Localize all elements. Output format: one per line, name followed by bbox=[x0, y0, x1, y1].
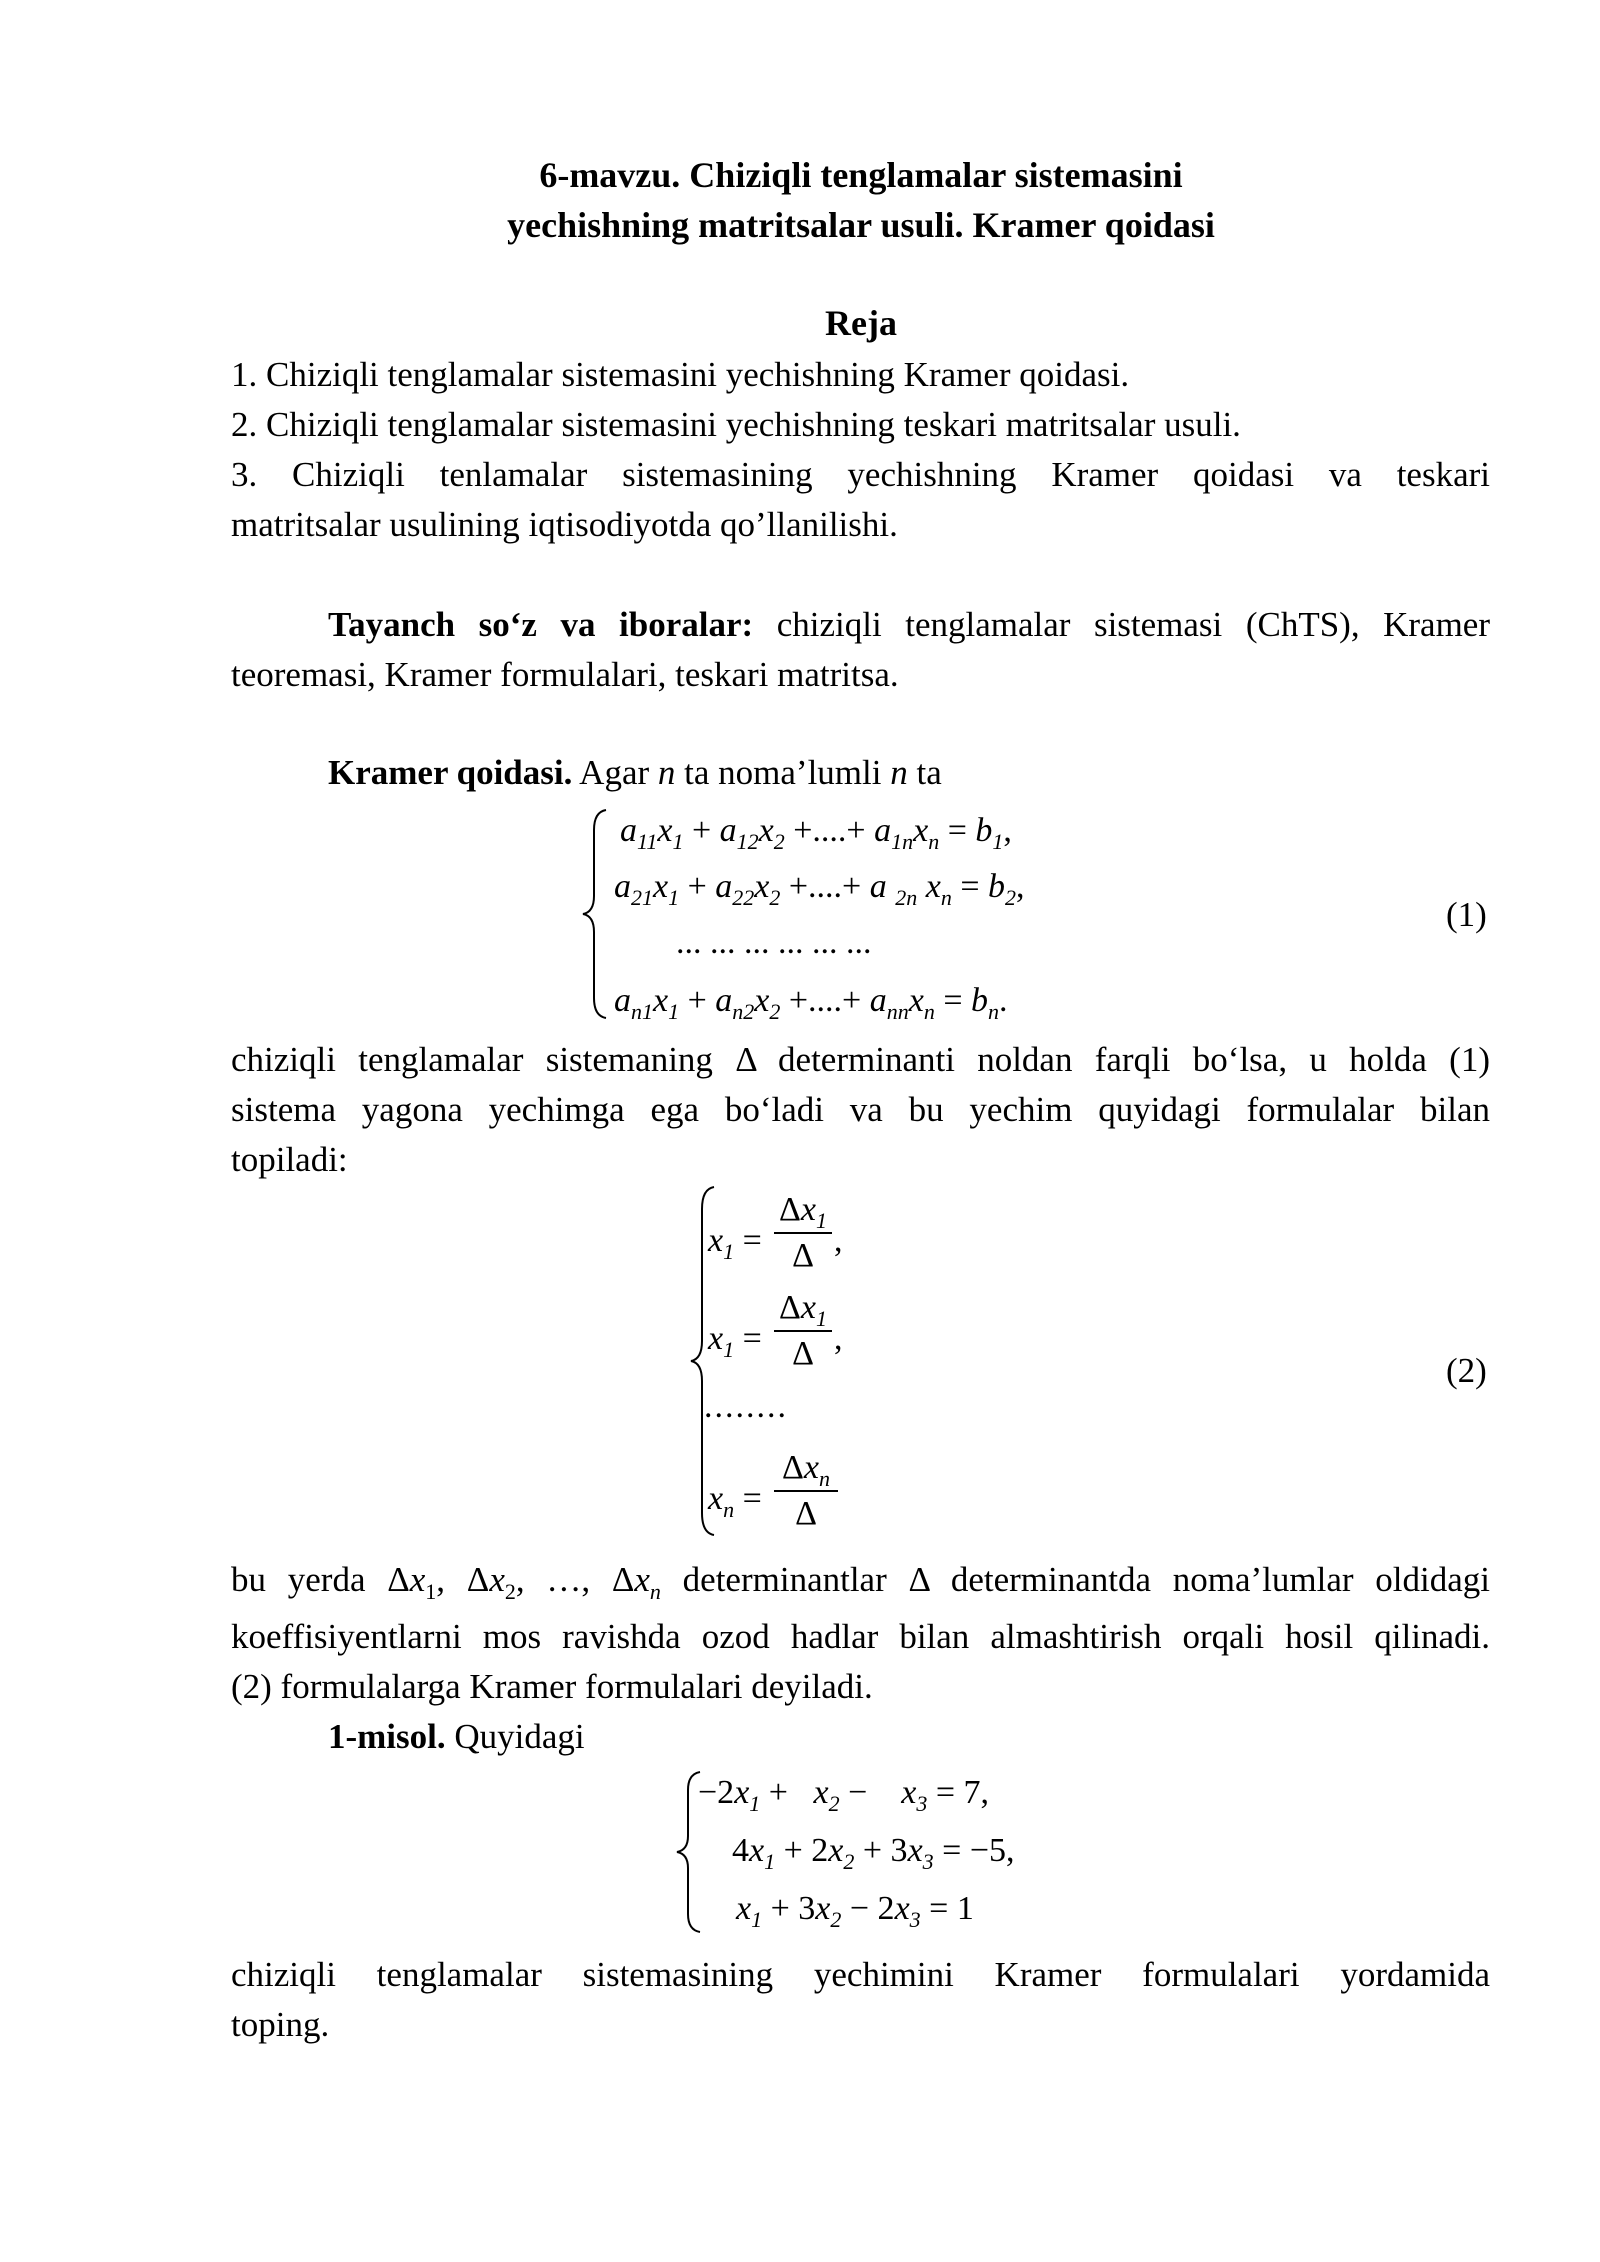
example-text-line-1: chiziqli tenglamalar sistemasining yechimini Kramer formulalari yordamida bbox=[231, 1955, 1490, 1994]
explain-text-1: determinantlar Δ determinantda noma’lumlar oldidagi bbox=[682, 1560, 1490, 1599]
kramer-rule-label: Kramer qoidasi. bbox=[328, 753, 573, 792]
title-line-1: 6-mavzu. Chiziqli tenglamalar sistemasini bbox=[539, 155, 1183, 195]
example-intro bbox=[328, 1712, 585, 1762]
example-eq-2: $4x_1 + 2x_2 + 3x_3 = -5$, bbox=[732, 1832, 1015, 1874]
formula-x2-comma: , bbox=[834, 1320, 843, 1357]
keywords-text-1: chiziqli tenglamalar sistemasi (ChTS), Kramer bbox=[753, 605, 1490, 644]
formula-xn-fraction: $\Delta x_n$ Δ bbox=[772, 1446, 840, 1536]
system-1-eq-1: $a_{11}x_1 + a_{12}x_2$ +....+ $a_{1n}x_n = b_1$, bbox=[620, 812, 1012, 854]
equation-number-1: (1) bbox=[1446, 895, 1487, 934]
example-eq-1: $-2x_1 + x_2$ − $x_3 = 7$, bbox=[698, 1774, 990, 1816]
system-1-eq-2: $a_{21}x_1 + a_{22}x_2$ +....+ a $_{2n}$ $x_n = b_2$, bbox=[614, 868, 1025, 910]
intro-text-a: Agar bbox=[572, 753, 658, 792]
plan-item-3-cont: matritsalar usulining iqtisodiyotda qo’llanilishi. bbox=[231, 505, 898, 544]
example-label: 1-misol. bbox=[328, 1717, 446, 1756]
intro-text-c: ta bbox=[907, 753, 942, 792]
plan-item-3: 3. Chiziqli tenlamalar sistemasining yechishning Kramer qoidasi va teskari bbox=[231, 455, 1490, 494]
formula-x2-fraction: $\Delta x_1$ Δ bbox=[772, 1286, 834, 1376]
keywords-label: Tayanch so‘z va iboralar: bbox=[328, 605, 754, 644]
keywords-line-1 bbox=[328, 600, 1490, 650]
explain-line-1 bbox=[231, 1555, 1490, 1605]
kramer-text-line-3: topiladi: bbox=[231, 1140, 348, 1179]
formula-x1-fraction: $\Delta x_1$ Δ bbox=[772, 1188, 834, 1278]
example-eq-3: $x_1 + 3x_2 - 2x_3 = 1$ bbox=[736, 1890, 974, 1932]
formula-xn-lhs: $x_n$ = bbox=[708, 1480, 762, 1522]
example-text-line-2: toping. bbox=[231, 2005, 330, 2044]
system-1-eq-n: $a_{n1}x_1 + a_{n2}x_2$ +....+ $a_{nn}x_n = b_n$. bbox=[614, 982, 1008, 1024]
plan-item-1: 1. Chiziqli tenglamalar sistemasini yechishning Kramer qoidasi. bbox=[231, 355, 1130, 394]
plan-heading: Reja bbox=[825, 303, 897, 343]
intro-n-2: n bbox=[890, 753, 908, 792]
kramer-text-line-2: sistema yagona yechimga ega bo‘ladi va bu yechim quyidagi formulalar bilan bbox=[231, 1090, 1490, 1129]
formula-dots: ........ bbox=[704, 1388, 788, 1425]
kramer-text-line-1: chiziqli tenglamalar sistemaning Δ determinanti noldan farqli bo‘lsa, u holda (1) bbox=[231, 1040, 1490, 1079]
system-1-brace bbox=[580, 808, 610, 1020]
explain-line-3: (2) formulalarga Kramer formulalari deyiladi. bbox=[231, 1667, 873, 1706]
keywords-line-2: teoremasi, Kramer formulalari, teskari matritsa. bbox=[231, 655, 899, 694]
intro-n-1: n bbox=[657, 753, 676, 792]
example-intro-text: Quyidagi bbox=[445, 1717, 585, 1756]
equation-number-2: (2) bbox=[1446, 1351, 1487, 1390]
intro-text-b: ta noma’lumli bbox=[675, 753, 891, 792]
kramer-rule-intro bbox=[328, 748, 942, 798]
explain-prefix: bu yerda bbox=[231, 1560, 366, 1599]
explain-line-2: koeffisiyentlarni mos ravishda ozod hadlar bilan almashtirish orqali hosil qilinadi. bbox=[231, 1617, 1490, 1656]
formula-x1-comma: , bbox=[834, 1222, 843, 1259]
formula-x2-lhs: $x_1$ = bbox=[708, 1320, 762, 1362]
plan-item-2: 2. Chiziqli tenglamalar sistemasini yechishning teskari matritsalar usuli. bbox=[231, 405, 1241, 444]
title-line-2: yechishning matritsalar usuli. Kramer qoidasi bbox=[507, 205, 1215, 245]
formula-x1-lhs: $x_1$ = bbox=[708, 1222, 762, 1264]
system-1-dots: ... ... ... ... ... ... bbox=[676, 924, 872, 961]
delta-list: $\Delta x_1$, $\Delta x_2$, …, $\Delta x_n$ bbox=[387, 1560, 661, 1604]
